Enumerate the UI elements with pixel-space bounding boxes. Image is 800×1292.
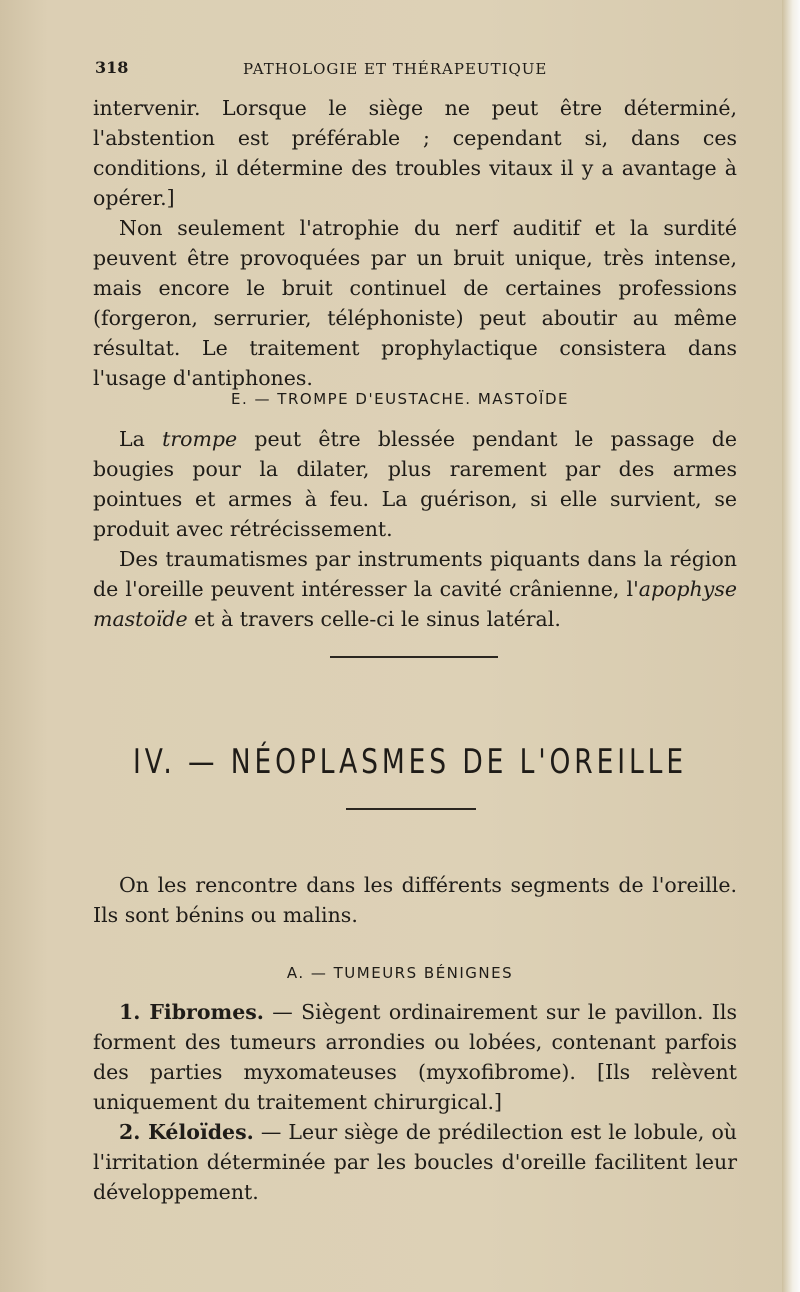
section-heading-e: E. — TROMPE D'EUSTACHE. MASTOÏDE [231, 390, 569, 408]
text-run: peut être blessée pendant le passage de bougies pour la dilater, plus rarement par des armes pointues et armes à feu. La guérison, si elle survient, se produit avec rétrécissement. [93, 427, 737, 541]
paragraph [93, 544, 737, 634]
text-run: et à travers celle-ci le sinus latéral. [187, 607, 561, 631]
page-number: 318 [95, 58, 129, 77]
italic-term: trompe [162, 427, 238, 451]
text-run: — Siègent ordinairement sur le pavillon. Ils forment des tumeurs arrondies ou lobées, contenant parfois des parties myxomateuses (myxofibrome). [Ils relèvent uniquement du traitement chirurgical.] [93, 1000, 737, 1114]
item-label: 2. Kéloïdes. [119, 1120, 254, 1144]
page-edge [782, 0, 800, 1292]
paragraph: intervenir. Lorsque le siège ne peut être déterminé, l'abstention est préférable ; cependant si, dans ces conditions, il détermine des troubles vitaux il y a avantage à opérer.] [93, 96, 737, 210]
list-item [93, 1117, 737, 1207]
page-header [95, 58, 735, 84]
divider-rule [346, 808, 476, 810]
paragraph: Non seulement l'atrophie du nerf auditif et la surdité peuvent être provoquées par un bruit unique, très intense, mais encore le bruit continuel de certaines professions (forgeron, serrurier, téléphoniste) peut aboutir au même résultat. Le traitement prophylactique consistera dans l'usage d'antiphones. [93, 216, 737, 390]
item-label: 1. Fibromes. [119, 1000, 264, 1024]
section-a-text [93, 997, 737, 1207]
section-heading-a: A. — TUMEURS BÉNIGNES [286, 964, 514, 982]
chapter-title: IV. — NÉOPLASMES DE L'OREILLE [132, 742, 688, 782]
running-title: PATHOLOGIE ET THÉRAPEUTIQUE [243, 60, 548, 78]
divider-rule [330, 656, 498, 658]
list-item [93, 997, 737, 1117]
italic-term: apophyse mastoïde [93, 577, 737, 631]
intro-text [93, 870, 737, 930]
text-run: Des traumatismes par instruments piquants dans la région de l'oreille peuvent intéresser la cavité crânienne, l' [93, 547, 737, 601]
opening-text [93, 93, 737, 393]
section-e-text [93, 424, 737, 634]
text-run: — Leur siège de prédilection est le lobule, où l'irritation déterminée par les boucles d'oreille facilitent leur développement. [93, 1120, 737, 1204]
paragraph [93, 424, 737, 544]
paragraph: On les rencontre dans les différents segments de l'oreille. Ils sont bénins ou malins. [93, 873, 737, 927]
text-run: La [119, 427, 163, 451]
